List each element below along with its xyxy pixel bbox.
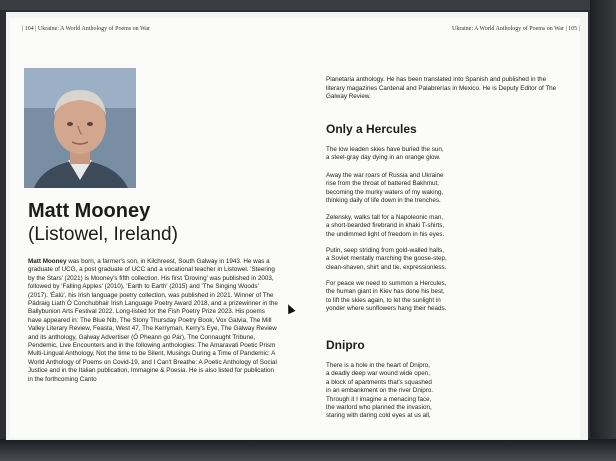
poem-line: Through it I imagine a menacing face, [326,395,432,403]
poem-stanza [326,172,562,206]
poem-line: There is a hole in the heart of Dnipro, [326,362,430,369]
poem-line: the human giant in Kiev has done his best, [326,288,445,296]
running-header-right: Ukraine: A World Anthology of Poems on War | 105 | [452,26,580,32]
poem-line: Zelensky, walks tall for a Napoleonic man, [326,214,444,221]
poet-location: (Listowel, Ireland) [28,224,178,245]
poem-stanza [326,214,562,239]
poem-line: the undimmed light of freedom in his eyes. [326,230,445,238]
poem-line: a deadly deep war wound wide open, [326,370,430,378]
poem-title-dnipro: Dnipro [326,338,365,352]
poem-line: thinking daily of life down in the trenches. [326,197,441,205]
poem-line: the warlord who planned the invasion, [326,404,432,412]
document-page[interactable] [10,18,580,438]
poem-line: to lift the skies again, to let the sunlight in [326,296,441,304]
poem-line: a block of apartments that's squashed [326,378,432,386]
poem-line: in an embankment on the river Dnipro. [326,387,434,395]
poem-line: clean-shaven, shirt and tie, expressionless. [326,263,447,271]
poem-line: a short-bearded firebrand in khaki T-shirts, [326,222,445,230]
poem-stanza [326,362,562,421]
poem-title-only-a-hercules: Only a Hercules [326,122,417,136]
biography-continuation: Planetaria anthology. He has been translated into Spanish and published in the literary magazines Cardenal and Palabrerías in Mexico. He is Deputy Editor of The Galway Review. [326,76,557,101]
poem-stanza [326,280,562,314]
poet-biography [28,258,280,384]
mouse-cursor-icon [284,303,295,315]
poem-line: For peace we need to summon a Hercules, [326,280,447,287]
bio-lead-name: Matt Mooney [28,258,67,265]
poet-photo [24,68,136,188]
monitor-bezel-top [0,0,616,10]
poem-stanza [326,247,562,272]
poem-line: rise from the throat of battered Bakhmut, [326,180,440,188]
poem-line: staring with daring cold eyes at us all, [326,412,431,420]
monitor-bezel-bottom [0,439,616,461]
poem-line: a steel-gray day dying in an orange glow. [326,154,441,162]
running-header-left: | 104 | Ukraine: A World Anthology of Poems on War [22,26,150,32]
poem-line: a Soviet mentally marching the goose-step, [326,255,447,263]
screen [6,12,588,440]
poem-line: yonder where sunflowers hang their heads. [326,305,447,313]
poem-line: Putin, seep striding from gold-walled halls, [326,247,444,254]
poem-stanza [326,146,562,163]
poem-line: Away the war roars of Russia and Ukraine [326,172,444,179]
bio-text: was born, a farmer's son, in Kilchreest, South Galway in 1943. He was a graduate of UCG, a post graduate of UCC and a vocational teacher in Listowel. 'Steering by the Stars' (2021) is Mooney's fifth collection. His first 'Droving' was published in 2003, followed by 'Falling Apples' (2010), 'Earth to Earth' (2015) and 'The Singing Woods' (2017). 'Éalú', his Irish language poetry collection, was published in 2021. Winner of The Pádraig Liath Ó Conchubhair Irish Language Poetry Award 2018, and a prizewinner in the Ballybunion Arts Festival 2022. Long-listed for the Fish Poetry Prize 2023. His poems have appeared in: The Blue Nib, The Stony Thursday Poetry Book, Vox Galvia, The Mill Valley Literary Review, Feasta, West 47, The Kerryman, Kerry's Eye, The Galway Review and its anthology, Galway Advertiser (Ó Pheann go Pár), The Connaught Tribune, Pendemic, Live Encounters and in the following anthologies: The Amaravati Poetic Prism Multi-Lingual Anthology, Not the time to be Silent, Musings During a Time of Pandemic: A World Anthology of Poems on Covid-19, and I Can't Breathe: A Poetic Anthology of Social Justice and in the Italian publication, Immagine & Poesia. He is also listed for publication in the forthcoming Canto [28,258,278,383]
poem-line: becoming the murky waters of my waking, [326,188,444,196]
poet-name: Matt Mooney [28,200,151,222]
poem-line: The low leaden skies have buried the sun, [326,146,444,153]
monitor-bezel-right [590,0,616,461]
